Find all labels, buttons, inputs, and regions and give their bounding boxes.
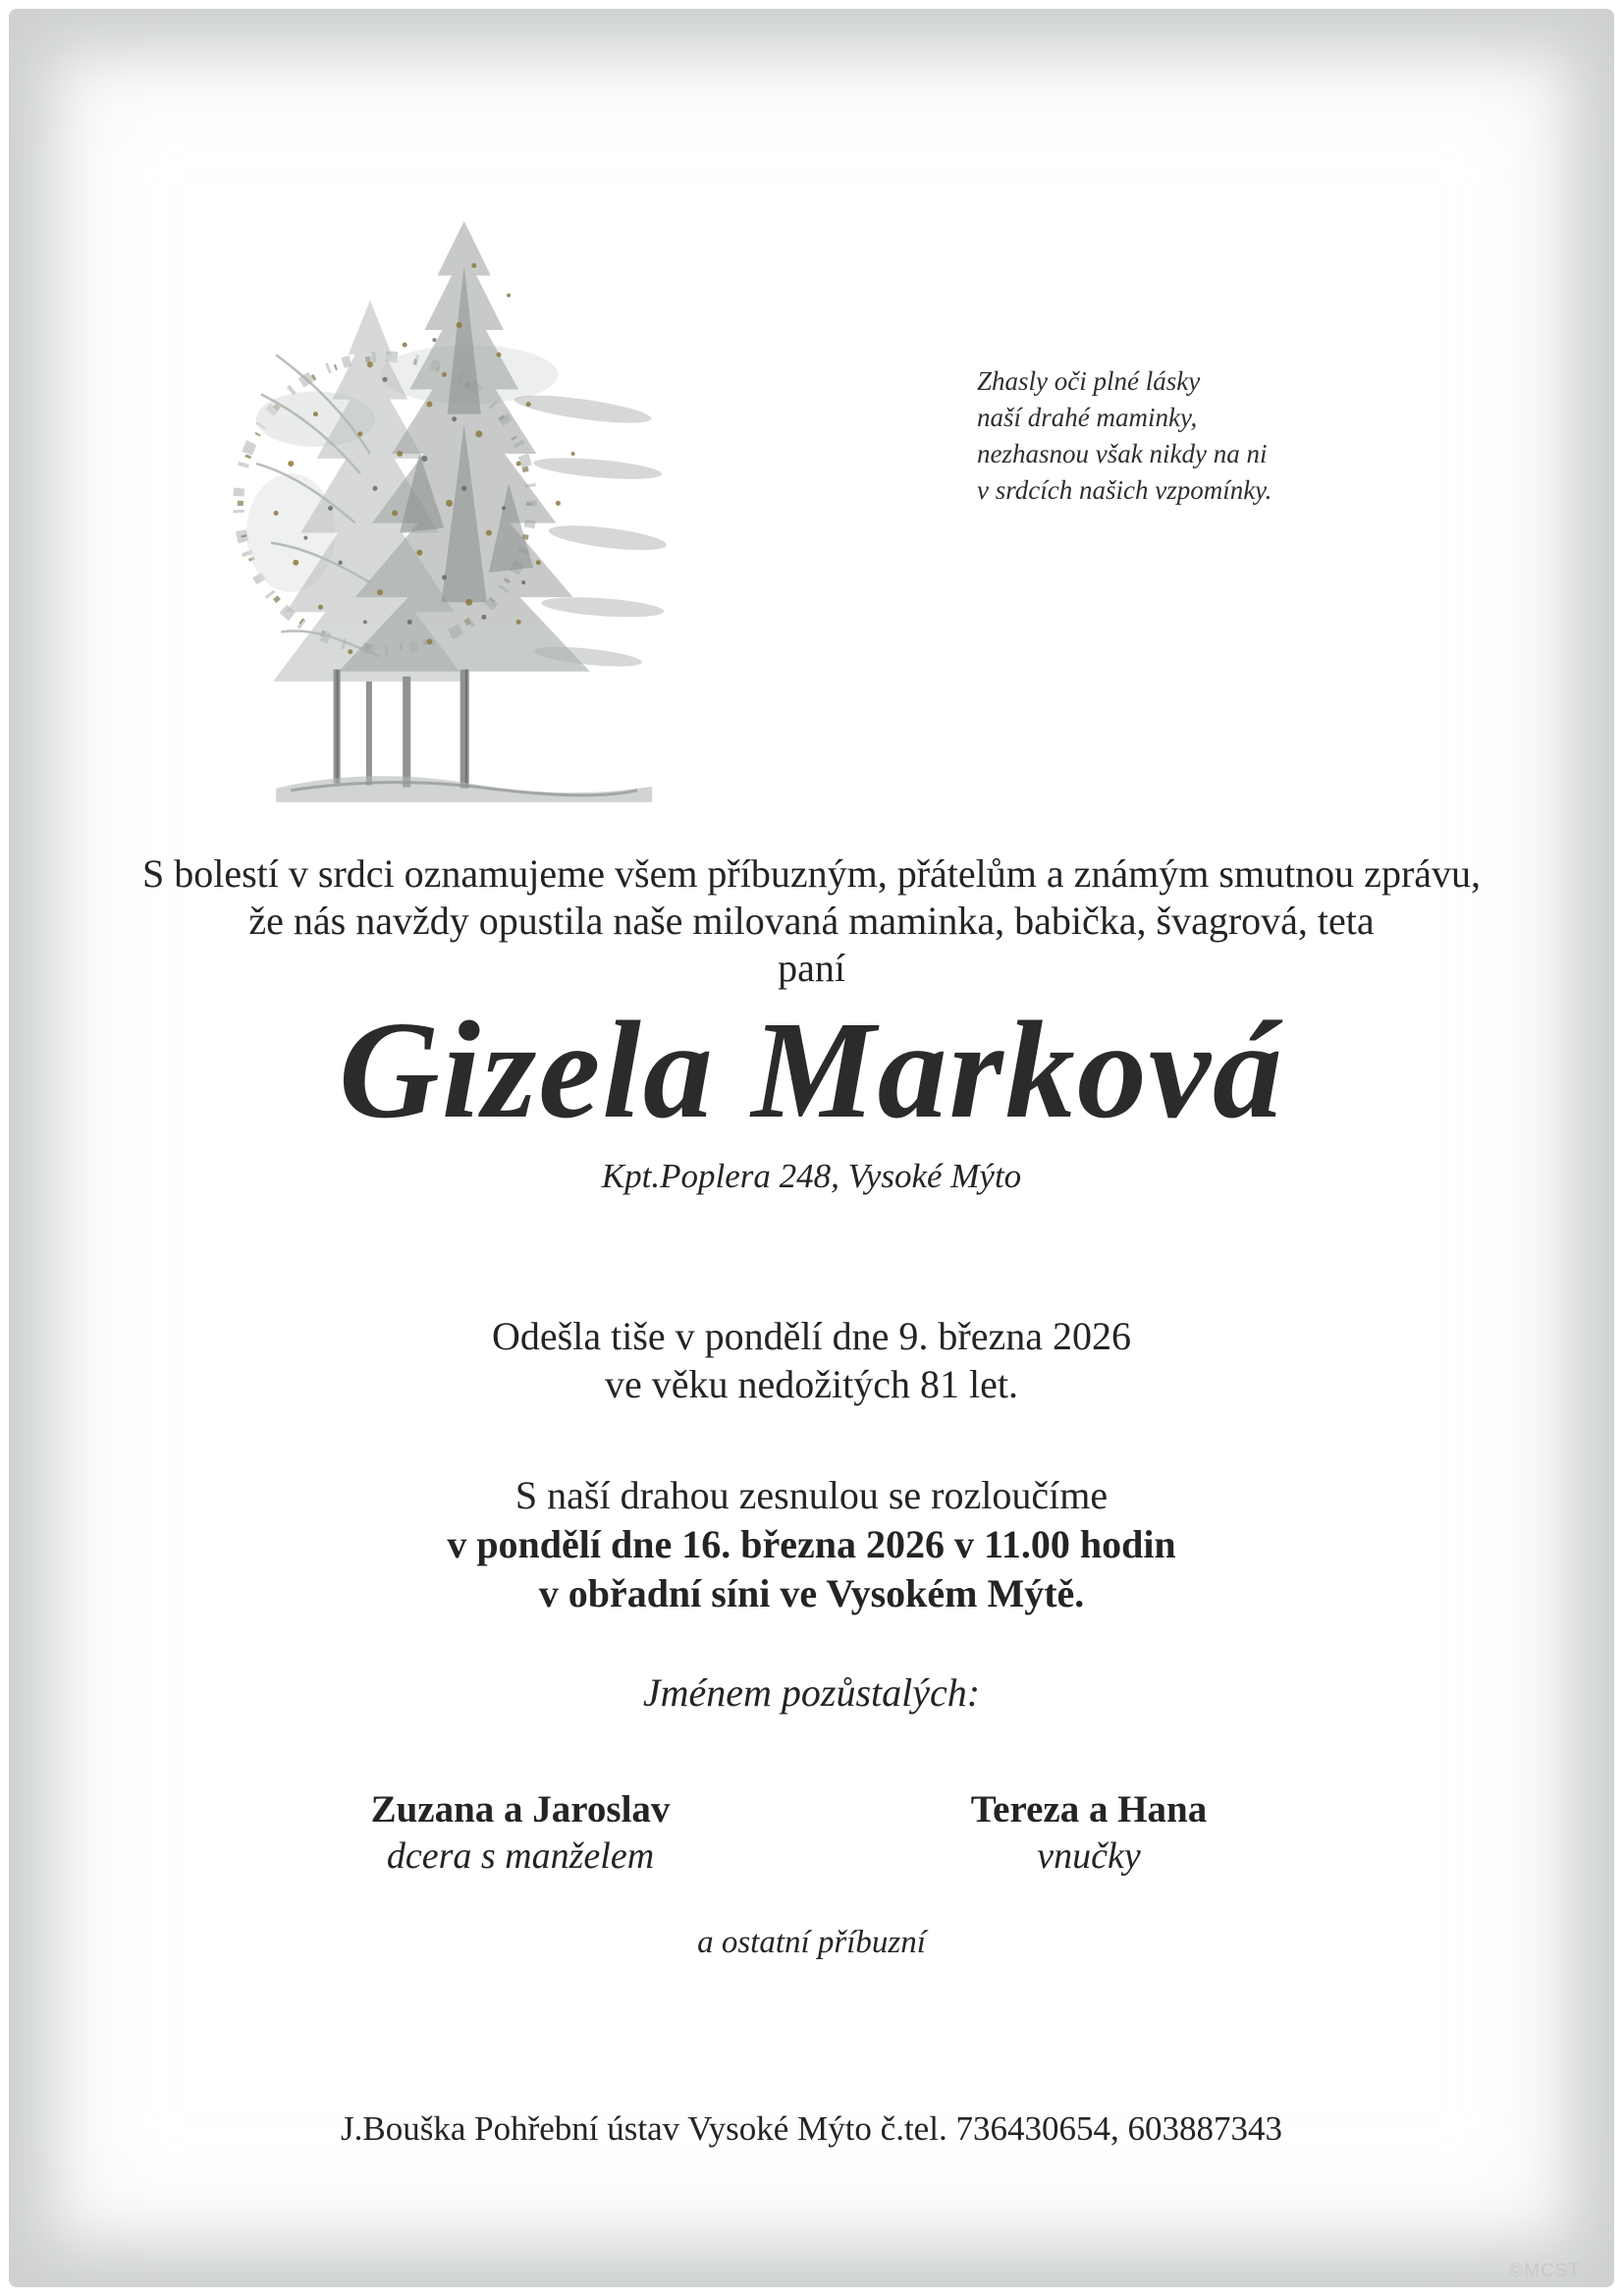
poem-line: naší drahé maminky,	[977, 403, 1198, 432]
memorial-poem	[977, 363, 1330, 509]
passing-line: ve věku nedožitých 81 let.	[605, 1362, 1018, 1406]
passing-line: Odešla tiše v pondělí dne 9. března 2026	[492, 1314, 1131, 1358]
mourners-heading: Jménem pozůstalých:	[642, 1670, 981, 1715]
funeral-home-footer: J.Bouška Pohřební ústav Vysoké Mýto č.tel. 736430654, 603887343	[341, 2109, 1282, 2148]
scan-watermark: ©MCST	[1509, 2261, 1581, 2281]
mourner-names: Zuzana a Jaroslav	[370, 1788, 671, 1831]
poem-line: Zhasly oči plné lásky	[977, 366, 1201, 396]
farewell-date-line: v pondělí dne 16. března 2026 v 11.00 hodin	[447, 1522, 1176, 1566]
announcement-paragraph	[0, 850, 1623, 945]
farewell-info	[0, 1471, 1623, 1618]
mourner-names: Tereza a Hana	[970, 1788, 1208, 1831]
announcement-line: S bolestí v srdci oznamujeme všem příbuzným, přátelům a známým smutnou zprávu,	[141, 851, 1482, 896]
deceased-name: Gizela Marková	[339, 992, 1284, 1147]
farewell-line: S naší drahou zesnulou se rozloučíme	[514, 1473, 1109, 1517]
tree-trunks	[334, 670, 469, 789]
poem-line: nezhasnou však nikdy na ni	[977, 439, 1268, 468]
mourner-relation: vnučky	[1037, 1835, 1141, 1877]
other-relatives-note: a ostatní příbuzní	[697, 1925, 926, 1960]
mourner-relation: dcera s manželem	[386, 1835, 655, 1877]
mourners-left-column	[299, 1787, 741, 1880]
deceased-address: Kpt.Poplera 248, Vysoké Mýto	[601, 1157, 1022, 1195]
mourners-right-column	[868, 1787, 1310, 1880]
salutation: paní	[778, 946, 845, 990]
poem-line: v srdcích našich vzpomínky.	[977, 475, 1272, 505]
announcement-line: že nás navždy opustila naše milovaná maminka, babička, švagrová, teta	[248, 899, 1375, 943]
farewell-place-line: v obřadní síni ve Vysokém Mýtě.	[538, 1571, 1085, 1615]
passing-info	[0, 1312, 1623, 1408]
trees-moon-illustration	[221, 206, 668, 820]
